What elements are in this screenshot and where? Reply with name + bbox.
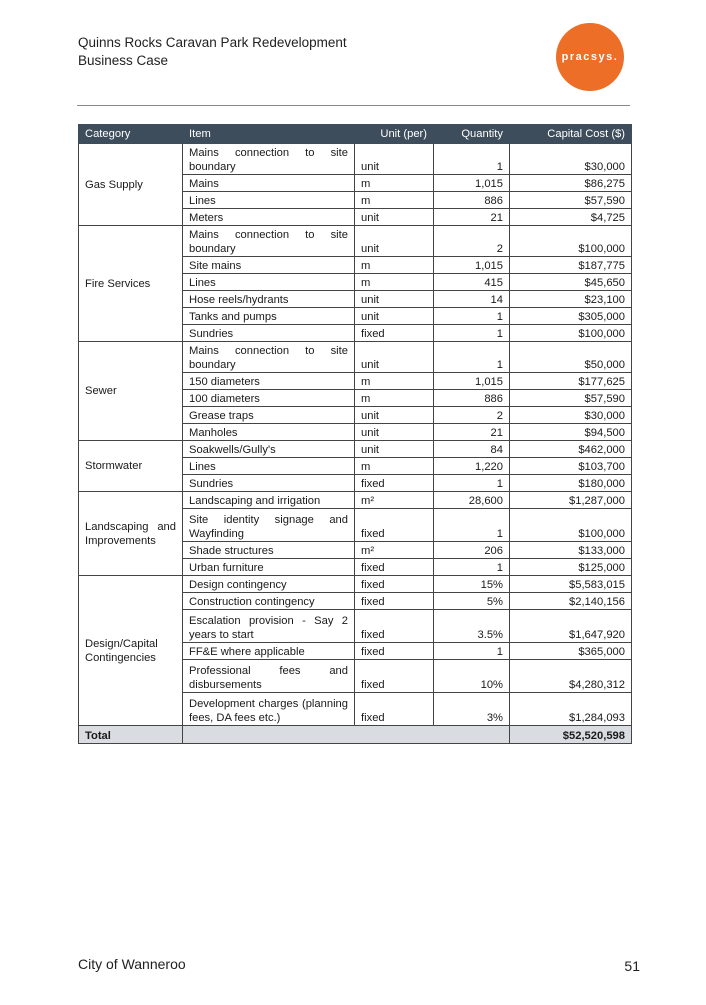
unit-cell: m <box>355 257 434 274</box>
total-spacer <box>183 726 510 744</box>
quantity-cell: 1 <box>434 643 510 660</box>
capital-cost-cell: $23,100 <box>510 291 632 308</box>
item-cell: Mains connection to site boundary <box>183 342 355 373</box>
quantity-cell: 415 <box>434 274 510 291</box>
quantity-cell: 3% <box>434 693 510 726</box>
item-cell: 100 diameters <box>183 390 355 407</box>
quantity-cell: 14 <box>434 291 510 308</box>
page-number: 51 <box>624 958 640 974</box>
unit-cell: unit <box>355 144 434 175</box>
quantity-cell: 1,015 <box>434 257 510 274</box>
item-cell: 150 diameters <box>183 373 355 390</box>
category-cell: Gas Supply <box>79 144 183 226</box>
quantity-cell: 21 <box>434 424 510 441</box>
item-cell: Urban furniture <box>183 559 355 576</box>
unit-cell: m <box>355 390 434 407</box>
unit-cell: m <box>355 373 434 390</box>
unit-cell: m <box>355 274 434 291</box>
capital-cost-cell: $45,650 <box>510 274 632 291</box>
unit-cell: fixed <box>355 593 434 610</box>
quantity-cell: 1 <box>434 325 510 342</box>
category-cell: Stormwater <box>79 441 183 492</box>
capital-cost-cell: $1,287,000 <box>510 492 632 509</box>
capital-cost-cell: $177,625 <box>510 373 632 390</box>
item-cell: Landscaping and irrigation <box>183 492 355 509</box>
unit-cell: fixed <box>355 325 434 342</box>
quantity-cell: 15% <box>434 576 510 593</box>
capital-cost-cell: $4,280,312 <box>510 660 632 693</box>
total-row <box>79 726 632 744</box>
item-cell: Escalation provision - Say 2 years to start <box>183 610 355 643</box>
capital-cost-cell: $125,000 <box>510 559 632 576</box>
unit-cell: m² <box>355 492 434 509</box>
item-cell: Mains connection to site boundary <box>183 144 355 175</box>
unit-cell: fixed <box>355 693 434 726</box>
item-cell: FF&E where applicable <box>183 643 355 660</box>
category-cell: Landscaping and Improvements <box>79 492 183 576</box>
quantity-cell: 206 <box>434 542 510 559</box>
col-header-capital-cost: Capital Cost ($) <box>510 125 632 144</box>
item-cell: Tanks and pumps <box>183 308 355 325</box>
document-title <box>78 34 347 70</box>
item-cell: Design contingency <box>183 576 355 593</box>
capital-cost-cell: $187,775 <box>510 257 632 274</box>
logo-text: pracsys. <box>561 51 619 63</box>
capital-cost-cell: $57,590 <box>510 192 632 209</box>
col-header-category: Category <box>79 125 183 144</box>
quantity-cell: 21 <box>434 209 510 226</box>
footer-organization: City of Wanneroo <box>78 956 186 972</box>
capital-cost-cell: $133,000 <box>510 542 632 559</box>
pracsys-logo <box>556 23 624 91</box>
item-cell: Manholes <box>183 424 355 441</box>
unit-cell: unit <box>355 209 434 226</box>
total-value: $52,520,598 <box>510 726 632 744</box>
quantity-cell: 10% <box>434 660 510 693</box>
capital-cost-cell: $1,284,093 <box>510 693 632 726</box>
quantity-cell: 1 <box>434 559 510 576</box>
quantity-cell: 2 <box>434 226 510 257</box>
unit-cell: unit <box>355 308 434 325</box>
unit-cell: fixed <box>355 610 434 643</box>
item-cell: Grease traps <box>183 407 355 424</box>
table-row <box>79 441 632 458</box>
item-cell: Sundries <box>183 475 355 492</box>
capital-cost-cell: $50,000 <box>510 342 632 373</box>
quantity-cell: 28,600 <box>434 492 510 509</box>
unit-cell: m <box>355 458 434 475</box>
item-cell: Professional fees and disbursements <box>183 660 355 693</box>
col-header-quantity: Quantity <box>434 125 510 144</box>
unit-cell: unit <box>355 407 434 424</box>
document-title-line2: Business Case <box>78 53 169 68</box>
item-cell: Soakwells/Gully's <box>183 441 355 458</box>
col-header-unit: Unit (per) <box>355 125 434 144</box>
quantity-cell: 886 <box>434 192 510 209</box>
table-row <box>79 492 632 509</box>
unit-cell: unit <box>355 424 434 441</box>
item-cell: Lines <box>183 274 355 291</box>
capital-cost-cell: $94,500 <box>510 424 632 441</box>
quantity-cell: 3.5% <box>434 610 510 643</box>
unit-cell: m² <box>355 542 434 559</box>
unit-cell: fixed <box>355 475 434 492</box>
table-header-row <box>79 125 632 144</box>
capital-cost-cell: $180,000 <box>510 475 632 492</box>
quantity-cell: 84 <box>434 441 510 458</box>
unit-cell: unit <box>355 441 434 458</box>
item-cell: Site identity signage and Wayfinding <box>183 509 355 542</box>
unit-cell: fixed <box>355 576 434 593</box>
item-cell: Lines <box>183 192 355 209</box>
capital-cost-cell: $103,700 <box>510 458 632 475</box>
capital-cost-cell: $1,647,920 <box>510 610 632 643</box>
quantity-cell: 2 <box>434 407 510 424</box>
quantity-cell: 1,015 <box>434 373 510 390</box>
capital-cost-cell: $30,000 <box>510 144 632 175</box>
total-label: Total <box>79 726 183 744</box>
item-cell: Sundries <box>183 325 355 342</box>
unit-cell: fixed <box>355 660 434 693</box>
capital-cost-cell: $365,000 <box>510 643 632 660</box>
capital-cost-cell: $2,140,156 <box>510 593 632 610</box>
quantity-cell: 1,015 <box>434 175 510 192</box>
capital-cost-cell: $5,583,015 <box>510 576 632 593</box>
header-divider <box>77 105 630 106</box>
item-cell: Development charges (planning fees, DA fees etc.) <box>183 693 355 726</box>
quantity-cell: 1 <box>434 509 510 542</box>
quantity-cell: 1 <box>434 342 510 373</box>
table-row <box>79 342 632 373</box>
unit-cell: fixed <box>355 643 434 660</box>
category-cell: Fire Services <box>79 226 183 342</box>
capital-cost-cell: $462,000 <box>510 441 632 458</box>
item-cell: Construction contingency <box>183 593 355 610</box>
document-title-line1: Quinns Rocks Caravan Park Redevelopment <box>78 35 347 50</box>
col-header-item: Item <box>183 125 355 144</box>
item-cell: Mains connection to site boundary <box>183 226 355 257</box>
table-row <box>79 144 632 175</box>
capital-cost-cell: $4,725 <box>510 209 632 226</box>
item-cell: Mains <box>183 175 355 192</box>
unit-cell: m <box>355 175 434 192</box>
category-cell: Design/Capital Contingencies <box>79 576 183 726</box>
unit-cell: m <box>355 192 434 209</box>
capital-cost-cell: $57,590 <box>510 390 632 407</box>
table-row <box>79 226 632 257</box>
capital-cost-cell: $100,000 <box>510 226 632 257</box>
quantity-cell: 1,220 <box>434 458 510 475</box>
category-cell: Sewer <box>79 342 183 441</box>
item-cell: Hose reels/hydrants <box>183 291 355 308</box>
quantity-cell: 1 <box>434 308 510 325</box>
item-cell: Lines <box>183 458 355 475</box>
capital-cost-table <box>78 124 632 744</box>
unit-cell: unit <box>355 342 434 373</box>
capital-cost-cell: $100,000 <box>510 509 632 542</box>
quantity-cell: 1 <box>434 144 510 175</box>
quantity-cell: 5% <box>434 593 510 610</box>
capital-cost-cell: $100,000 <box>510 325 632 342</box>
unit-cell: unit <box>355 226 434 257</box>
quantity-cell: 1 <box>434 475 510 492</box>
unit-cell: fixed <box>355 559 434 576</box>
item-cell: Shade structures <box>183 542 355 559</box>
unit-cell: unit <box>355 291 434 308</box>
item-cell: Meters <box>183 209 355 226</box>
unit-cell: fixed <box>355 509 434 542</box>
capital-cost-cell: $305,000 <box>510 308 632 325</box>
item-cell: Site mains <box>183 257 355 274</box>
table-row <box>79 576 632 593</box>
capital-cost-cell: $86,275 <box>510 175 632 192</box>
capital-cost-cell: $30,000 <box>510 407 632 424</box>
quantity-cell: 886 <box>434 390 510 407</box>
